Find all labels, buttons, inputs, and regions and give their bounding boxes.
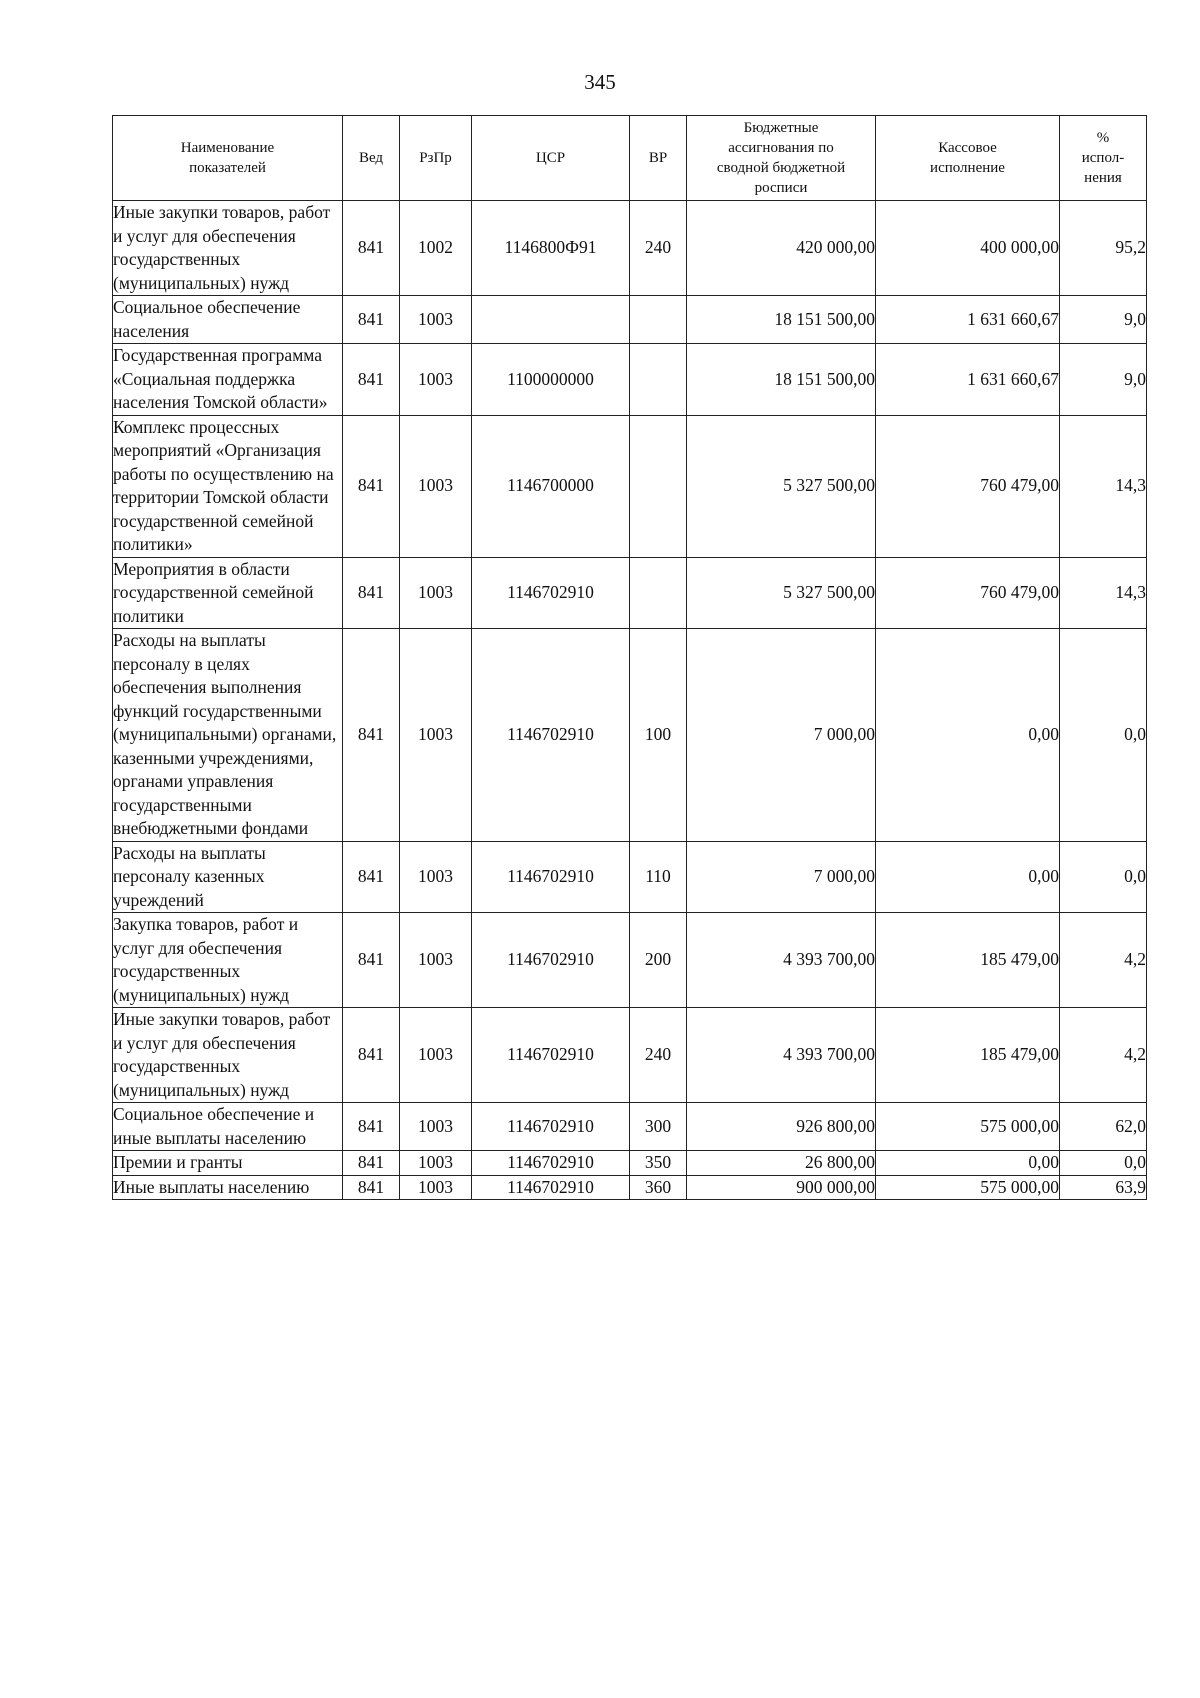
cell-rzpr: 1003 — [400, 841, 472, 913]
table-row — [113, 913, 1147, 1008]
cell-cash: 400 000,00 — [876, 201, 1060, 296]
cell-ved: 841 — [343, 344, 400, 416]
cell-name: Расходы на выплаты персоналу в целях обеспечения выполнения функций государственными (муниципальными) органами, казенными учреждениями, органами управления государственными внебюджетными фондами — [113, 629, 343, 842]
cell-rzpr: 1003 — [400, 913, 472, 1008]
cell-budget: 5 327 500,00 — [687, 557, 876, 629]
cell-cash: 575 000,00 — [876, 1175, 1060, 1200]
cell-rzpr: 1003 — [400, 1175, 472, 1200]
cell-ved: 841 — [343, 1175, 400, 1200]
header-cash: Кассовое исполнение — [876, 116, 1060, 201]
cell-cash: 1 631 660,67 — [876, 344, 1060, 416]
cell-ved: 841 — [343, 1151, 400, 1176]
cell-budget: 7 000,00 — [687, 841, 876, 913]
cell-vr — [630, 344, 687, 416]
cell-name: Мероприятия в области государственной семейной политики — [113, 557, 343, 629]
header-rzpr: РзПр — [400, 116, 472, 201]
header-percent: % испол-нения — [1060, 116, 1147, 201]
budget-execution-table — [112, 115, 1147, 1200]
cell-csr: 1146702910 — [472, 1008, 630, 1103]
table-body — [113, 201, 1147, 1200]
cell-csr: 1146800Ф91 — [472, 201, 630, 296]
table-row — [113, 344, 1147, 416]
cell-cash: 185 479,00 — [876, 913, 1060, 1008]
cell-name: Социальное обеспечение и иные выплаты населению — [113, 1103, 343, 1151]
cell-vr: 240 — [630, 1008, 687, 1103]
cell-cash: 575 000,00 — [876, 1103, 1060, 1151]
cell-csr: 1146702910 — [472, 841, 630, 913]
cell-name: Расходы на выплаты персоналу казенных учреждений — [113, 841, 343, 913]
cell-percent: 14,3 — [1060, 415, 1147, 557]
cell-name: Иные закупки товаров, работ и услуг для обеспечения государственных (муниципальных) нужд — [113, 1008, 343, 1103]
cell-csr: 1146702910 — [472, 1151, 630, 1176]
cell-rzpr: 1003 — [400, 629, 472, 842]
cell-rzpr: 1003 — [400, 1151, 472, 1176]
cell-csr: 1146702910 — [472, 557, 630, 629]
cell-percent: 95,2 — [1060, 201, 1147, 296]
cell-ved: 841 — [343, 201, 400, 296]
cell-vr: 350 — [630, 1151, 687, 1176]
cell-percent: 4,2 — [1060, 913, 1147, 1008]
cell-csr: 1146702910 — [472, 913, 630, 1008]
cell-budget: 5 327 500,00 — [687, 415, 876, 557]
cell-csr: 1146700000 — [472, 415, 630, 557]
cell-budget: 420 000,00 — [687, 201, 876, 296]
cell-cash: 760 479,00 — [876, 557, 1060, 629]
cell-name: Комплекс процессных мероприятий «Организация работы по осуществлению на территории Томской области государственной семейной политики» — [113, 415, 343, 557]
cell-csr: 1100000000 — [472, 344, 630, 416]
cell-cash: 0,00 — [876, 629, 1060, 842]
cell-cash: 1 631 660,67 — [876, 296, 1060, 344]
cell-ved: 841 — [343, 296, 400, 344]
cell-vr: 360 — [630, 1175, 687, 1200]
cell-name: Иные закупки товаров, работ и услуг для обеспечения государственных (муниципальных) нужд — [113, 201, 343, 296]
cell-percent: 63,9 — [1060, 1175, 1147, 1200]
table-row — [113, 557, 1147, 629]
header-vr: ВР — [630, 116, 687, 201]
cell-vr: 300 — [630, 1103, 687, 1151]
cell-percent: 0,0 — [1060, 629, 1147, 842]
table-row — [113, 1175, 1147, 1200]
cell-budget: 4 393 700,00 — [687, 1008, 876, 1103]
cell-percent: 14,3 — [1060, 557, 1147, 629]
table-row — [113, 296, 1147, 344]
cell-percent: 62,0 — [1060, 1103, 1147, 1151]
cell-budget: 18 151 500,00 — [687, 296, 876, 344]
header-ved: Вед — [343, 116, 400, 201]
table-row — [113, 1103, 1147, 1151]
table-row — [113, 415, 1147, 557]
cell-name: Государственная программа «Социальная поддержка населения Томской области» — [113, 344, 343, 416]
page-number: 345 — [584, 70, 616, 94]
cell-rzpr: 1003 — [400, 344, 472, 416]
cell-budget: 18 151 500,00 — [687, 344, 876, 416]
cell-budget: 4 393 700,00 — [687, 913, 876, 1008]
cell-name: Премии и гранты — [113, 1151, 343, 1176]
cell-budget: 926 800,00 — [687, 1103, 876, 1151]
table-row — [113, 1008, 1147, 1103]
table-row — [113, 201, 1147, 296]
header-budget: Бюджетные ассигнования по сводной бюджетной росписи — [687, 116, 876, 201]
cell-ved: 841 — [343, 415, 400, 557]
cell-csr: 1146702910 — [472, 1175, 630, 1200]
cell-name: Закупка товаров, работ и услуг для обеспечения государственных (муниципальных) нужд — [113, 913, 343, 1008]
cell-rzpr: 1003 — [400, 415, 472, 557]
cell-percent: 0,0 — [1060, 1151, 1147, 1176]
cell-rzpr: 1003 — [400, 1103, 472, 1151]
cell-vr: 200 — [630, 913, 687, 1008]
cell-rzpr: 1003 — [400, 1008, 472, 1103]
cell-ved: 841 — [343, 841, 400, 913]
cell-vr — [630, 296, 687, 344]
cell-vr: 240 — [630, 201, 687, 296]
cell-ved: 841 — [343, 913, 400, 1008]
cell-budget: 7 000,00 — [687, 629, 876, 842]
cell-name: Социальное обеспечение населения — [113, 296, 343, 344]
cell-budget: 900 000,00 — [687, 1175, 876, 1200]
cell-cash: 760 479,00 — [876, 415, 1060, 557]
header-csr: ЦСР — [472, 116, 630, 201]
header-name: Наименование показателей — [113, 116, 343, 201]
cell-cash: 185 479,00 — [876, 1008, 1060, 1103]
cell-rzpr: 1003 — [400, 296, 472, 344]
table-header-row — [113, 116, 1147, 201]
cell-cash: 0,00 — [876, 1151, 1060, 1176]
cell-csr: 1146702910 — [472, 1103, 630, 1151]
cell-ved: 841 — [343, 1103, 400, 1151]
cell-vr — [630, 557, 687, 629]
cell-percent: 9,0 — [1060, 344, 1147, 416]
cell-name: Иные выплаты населению — [113, 1175, 343, 1200]
cell-cash: 0,00 — [876, 841, 1060, 913]
cell-vr: 110 — [630, 841, 687, 913]
cell-ved: 841 — [343, 629, 400, 842]
cell-csr: 1146702910 — [472, 629, 630, 842]
cell-ved: 841 — [343, 557, 400, 629]
table-row — [113, 629, 1147, 842]
table-row — [113, 841, 1147, 913]
table-row — [113, 1151, 1147, 1176]
cell-vr: 100 — [630, 629, 687, 842]
cell-percent: 9,0 — [1060, 296, 1147, 344]
cell-percent: 0,0 — [1060, 841, 1147, 913]
cell-ved: 841 — [343, 1008, 400, 1103]
cell-csr — [472, 296, 630, 344]
cell-budget: 26 800,00 — [687, 1151, 876, 1176]
cell-rzpr: 1002 — [400, 201, 472, 296]
cell-vr — [630, 415, 687, 557]
cell-percent: 4,2 — [1060, 1008, 1147, 1103]
cell-rzpr: 1003 — [400, 557, 472, 629]
